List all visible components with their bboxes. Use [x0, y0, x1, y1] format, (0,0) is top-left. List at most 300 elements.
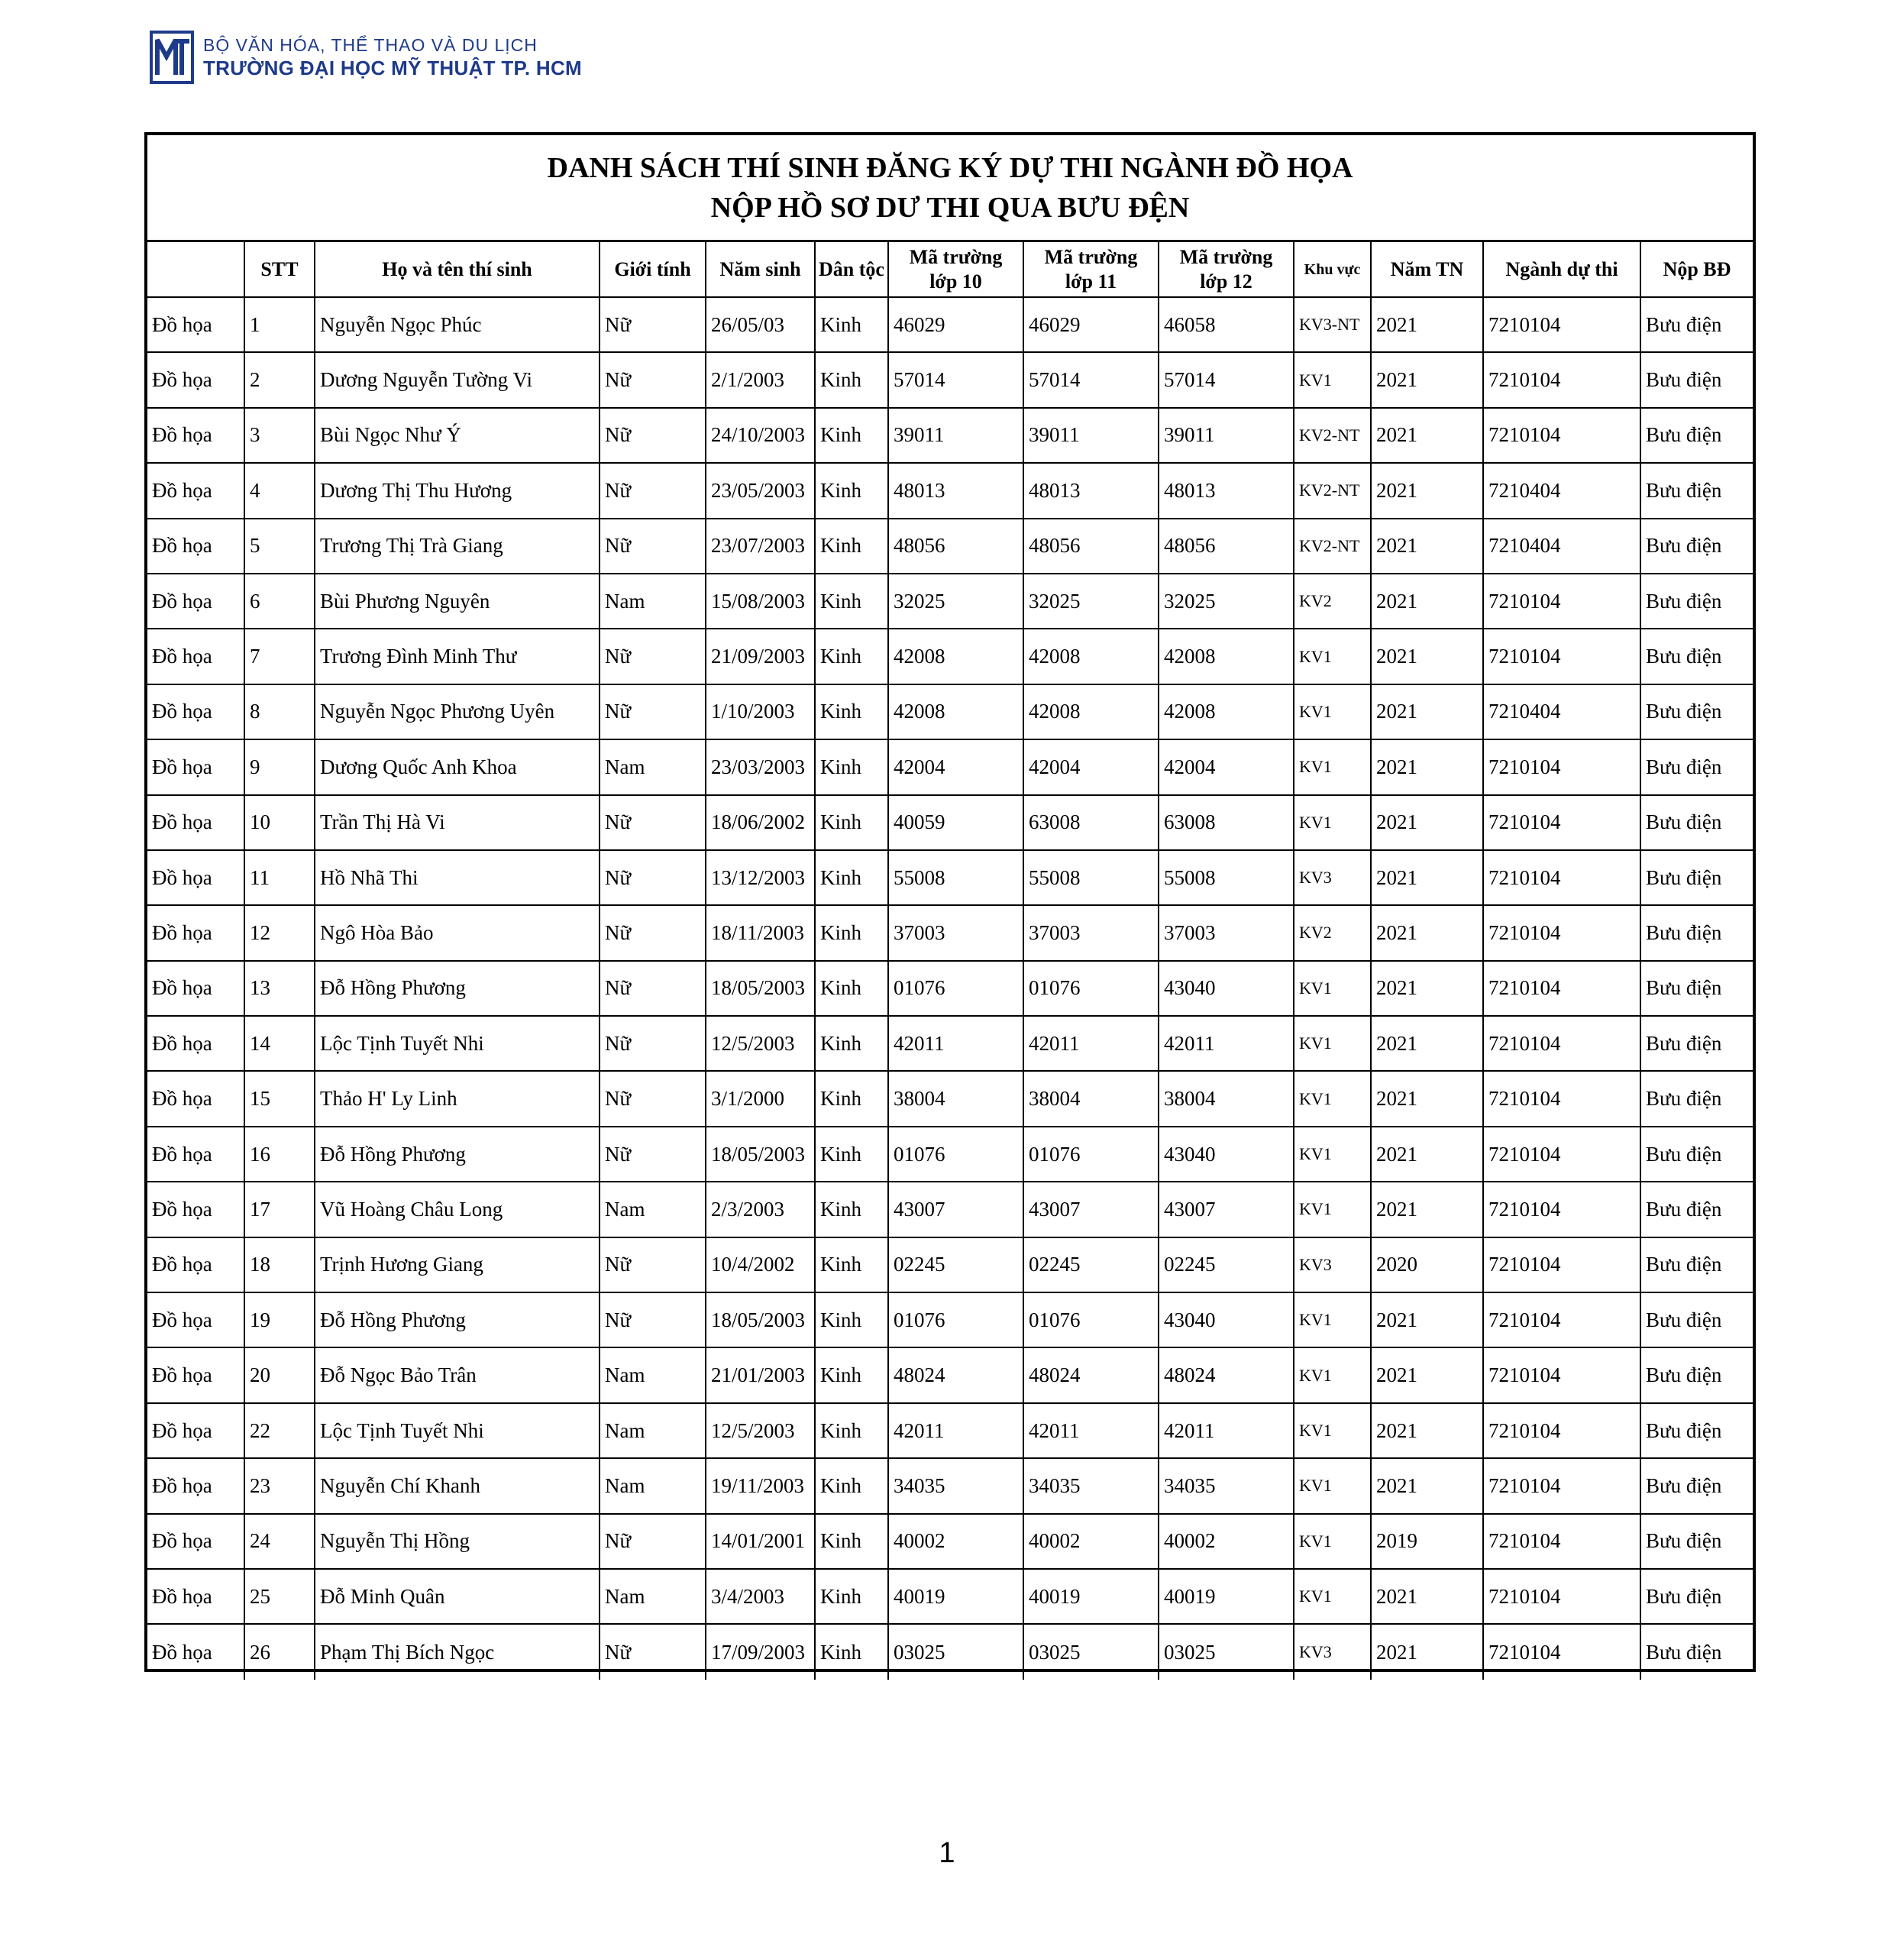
cell-ma-truong-12: 40019 [1159, 1569, 1294, 1624]
cell-khu-vuc: KV1 [1294, 1347, 1371, 1402]
cell-ma-truong-11: 43007 [1023, 1182, 1159, 1237]
cell-nganh-du-thi: 7210104 [1483, 1237, 1640, 1292]
cell-nop-bd: Bưu điện [1640, 1514, 1753, 1569]
cell-stt: 20 [244, 1347, 315, 1402]
cell-nop-bd: Bưu điện [1640, 739, 1753, 794]
cell-nganh: Đồ họa [147, 1458, 244, 1513]
cell-nganh-du-thi: 7210104 [1483, 1569, 1640, 1624]
cell-dan-toc: Kinh [815, 1624, 888, 1679]
cell-nam-sinh: 12/5/2003 [706, 1016, 815, 1071]
cell-nop-bd: Bưu điện [1640, 297, 1753, 352]
cell-ma-truong-10: 46029 [888, 297, 1023, 352]
cell-nam-tn: 2021 [1371, 574, 1483, 629]
cell-gioi-tinh: Nữ [600, 629, 706, 684]
cell-ho-ten: Dương Nguyễn Tường Vi [315, 352, 600, 407]
cell-stt: 11 [244, 850, 315, 905]
cell-stt: 15 [244, 1071, 315, 1126]
cell-ma-truong-11: 42008 [1023, 629, 1159, 684]
cell-stt: 17 [244, 1182, 315, 1237]
cell-stt: 23 [244, 1458, 315, 1513]
header-khu-vuc: Khu vực [1294, 242, 1371, 297]
cell-dan-toc: Kinh [815, 739, 888, 794]
cell-nop-bd: Bưu điện [1640, 1347, 1753, 1402]
cell-nam-tn: 2021 [1371, 850, 1483, 905]
cell-nop-bd: Bưu điện [1640, 1292, 1753, 1347]
cell-khu-vuc: KV1 [1294, 1292, 1371, 1347]
cell-khu-vuc: KV1 [1294, 1403, 1371, 1458]
cell-nam-sinh: 15/08/2003 [706, 574, 815, 629]
header-nop-bd: Nộp BĐ [1640, 242, 1753, 297]
cell-gioi-tinh: Nam [600, 1403, 706, 1458]
cell-nganh: Đồ họa [147, 1514, 244, 1569]
cell-ma-truong-12: 42011 [1159, 1403, 1294, 1458]
cell-khu-vuc: KV1 [1294, 684, 1371, 739]
cell-nam-tn: 2021 [1371, 795, 1483, 850]
cell-khu-vuc: KV1 [1294, 1071, 1371, 1126]
cell-ho-ten: Trịnh Hương Giang [315, 1237, 600, 1292]
cell-ma-truong-10: 42008 [888, 684, 1023, 739]
cell-nam-sinh: 3/4/2003 [706, 1569, 815, 1624]
cell-ho-ten: Ngô Hòa Bảo [315, 905, 600, 960]
cell-ma-truong-11: 48024 [1023, 1347, 1159, 1402]
cell-nganh-du-thi: 7210104 [1483, 795, 1640, 850]
cell-nganh-du-thi: 7210404 [1483, 684, 1640, 739]
cell-ma-truong-10: 48024 [888, 1347, 1023, 1402]
page-number: 1 [939, 1837, 955, 1869]
cell-nop-bd: Bưu điện [1640, 1624, 1753, 1679]
cell-nganh-du-thi: 7210104 [1483, 1182, 1640, 1237]
cell-stt: 14 [244, 1016, 315, 1071]
cell-ma-truong-11: 03025 [1023, 1624, 1159, 1679]
cell-stt: 4 [244, 463, 315, 518]
cell-ho-ten: Trần Thị Hà Vi [315, 795, 600, 850]
cell-ma-truong-12: 42008 [1159, 629, 1294, 684]
cell-dan-toc: Kinh [815, 463, 888, 518]
cell-nganh-du-thi: 7210404 [1483, 463, 1640, 518]
cell-ma-truong-10: 32025 [888, 574, 1023, 629]
header-nganh-du-thi: Ngành dự thi [1483, 242, 1640, 297]
cell-ma-truong-11: 37003 [1023, 905, 1159, 960]
cell-ma-truong-12: 43040 [1159, 1292, 1294, 1347]
cell-ho-ten: Đỗ Hồng Phương [315, 1127, 600, 1182]
cell-nam-sinh: 14/01/2001 [706, 1514, 815, 1569]
cell-khu-vuc: KV2-NT [1294, 408, 1371, 463]
header-nganh [147, 242, 244, 297]
cell-ma-truong-12: 42004 [1159, 739, 1294, 794]
cell-khu-vuc: KV3-NT [1294, 297, 1371, 352]
cell-ho-ten: Lộc Tịnh Tuyết Nhi [315, 1403, 600, 1458]
cell-nam-tn: 2021 [1371, 684, 1483, 739]
cell-dan-toc: Kinh [815, 352, 888, 407]
cell-stt: 26 [244, 1624, 315, 1679]
cell-ma-truong-10: 02245 [888, 1237, 1023, 1292]
cell-dan-toc: Kinh [815, 1127, 888, 1182]
cell-nganh: Đồ họa [147, 574, 244, 629]
cell-khu-vuc: KV2-NT [1294, 519, 1371, 574]
cell-ho-ten: Dương Thị Thu Hương [315, 463, 600, 518]
header-ma-truong-10 [888, 242, 1023, 297]
cell-ma-truong-10: 43007 [888, 1182, 1023, 1237]
cell-khu-vuc: KV1 [1294, 795, 1371, 850]
table-row [147, 574, 1753, 629]
cell-stt: 3 [244, 408, 315, 463]
cell-ho-ten: Đỗ Minh Quân [315, 1569, 600, 1624]
cell-ma-truong-12: 48056 [1159, 519, 1294, 574]
header-stt: STT [244, 242, 315, 297]
cell-gioi-tinh: Nữ [600, 519, 706, 574]
cell-khu-vuc: KV2-NT [1294, 463, 1371, 518]
cell-stt: 1 [244, 297, 315, 352]
cell-nam-tn: 2021 [1371, 1403, 1483, 1458]
cell-ma-truong-12: 40002 [1159, 1514, 1294, 1569]
cell-ma-truong-11: 55008 [1023, 850, 1159, 905]
table-row [147, 1292, 1753, 1347]
cell-stt: 2 [244, 352, 315, 407]
cell-nam-tn: 2021 [1371, 1624, 1483, 1679]
cell-gioi-tinh: Nữ [600, 408, 706, 463]
cell-ma-truong-10: 34035 [888, 1458, 1023, 1513]
cell-ma-truong-11: 57014 [1023, 352, 1159, 407]
cell-nganh: Đồ họa [147, 463, 244, 518]
cell-nganh: Đồ họa [147, 795, 244, 850]
cell-ma-truong-12: 37003 [1159, 905, 1294, 960]
cell-nam-sinh: 19/11/2003 [706, 1458, 815, 1513]
table-row [147, 1458, 1753, 1513]
cell-nganh: Đồ họa [147, 297, 244, 352]
header-ma-truong-11-line2: lớp 11 [1065, 270, 1117, 293]
cell-stt: 7 [244, 629, 315, 684]
cell-nganh-du-thi: 7210104 [1483, 739, 1640, 794]
cell-nganh-du-thi: 7210104 [1483, 1458, 1640, 1513]
cell-nop-bd: Bưu điện [1640, 1403, 1753, 1458]
header-ma-truong-12-line1: Mã trường [1179, 245, 1273, 268]
cell-gioi-tinh: Nữ [600, 905, 706, 960]
cell-ho-ten: Dương Quốc Anh Khoa [315, 739, 600, 794]
cell-gioi-tinh: Nam [600, 574, 706, 629]
title-box [147, 135, 1753, 242]
cell-ma-truong-10: 48013 [888, 463, 1023, 518]
cell-nganh: Đồ họa [147, 850, 244, 905]
cell-nganh: Đồ họa [147, 1403, 244, 1458]
cell-ma-truong-11: 01076 [1023, 1127, 1159, 1182]
cell-ho-ten: Nguyễn Ngọc Phương Uyên [315, 684, 600, 739]
cell-nam-tn: 2021 [1371, 629, 1483, 684]
cell-nop-bd: Bưu điện [1640, 961, 1753, 1016]
cell-ma-truong-12: 42011 [1159, 1016, 1294, 1071]
cell-dan-toc: Kinh [815, 1237, 888, 1292]
cell-dan-toc: Kinh [815, 629, 888, 684]
cell-khu-vuc: KV1 [1294, 352, 1371, 407]
cell-dan-toc: Kinh [815, 684, 888, 739]
cell-nganh-du-thi: 7210104 [1483, 905, 1640, 960]
cell-nganh: Đồ họa [147, 1569, 244, 1624]
cell-nam-sinh: 18/06/2002 [706, 795, 815, 850]
cell-ma-truong-10: 01076 [888, 1292, 1023, 1347]
cell-ho-ten: Đỗ Hồng Phương [315, 1292, 600, 1347]
cell-dan-toc: Kinh [815, 961, 888, 1016]
cell-stt: 19 [244, 1292, 315, 1347]
cell-gioi-tinh: Nam [600, 1458, 706, 1513]
cell-ma-truong-11: 42004 [1023, 739, 1159, 794]
cell-ma-truong-12: 39011 [1159, 408, 1294, 463]
cell-khu-vuc: KV1 [1294, 739, 1371, 794]
cell-gioi-tinh: Nữ [600, 1624, 706, 1679]
cell-gioi-tinh: Nữ [600, 297, 706, 352]
cell-ma-truong-10: 40019 [888, 1569, 1023, 1624]
cell-nop-bd: Bưu điện [1640, 1127, 1753, 1182]
table-row [147, 297, 1753, 352]
cell-nam-sinh: 1/10/2003 [706, 684, 815, 739]
cell-nganh-du-thi: 7210104 [1483, 1624, 1640, 1679]
cell-ma-truong-11: 40002 [1023, 1514, 1159, 1569]
cell-nop-bd: Bưu điện [1640, 1458, 1753, 1513]
cell-ma-truong-11: 48013 [1023, 463, 1159, 518]
cell-nam-sinh: 24/10/2003 [706, 408, 815, 463]
table-body [147, 297, 1753, 1680]
cell-nganh: Đồ họa [147, 684, 244, 739]
cell-ma-truong-11: 01076 [1023, 961, 1159, 1016]
cell-ho-ten: Trương Đình Minh Thư [315, 629, 600, 684]
cell-nganh-du-thi: 7210104 [1483, 1514, 1640, 1569]
cell-nam-sinh: 10/4/2002 [706, 1237, 815, 1292]
cell-stt: 16 [244, 1127, 315, 1182]
cell-nop-bd: Bưu điện [1640, 1016, 1753, 1071]
table-row [147, 1624, 1753, 1679]
cell-gioi-tinh: Nữ [600, 1237, 706, 1292]
cell-ho-ten: Trương Thị Trà Giang [315, 519, 600, 574]
cell-ma-truong-12: 03025 [1159, 1624, 1294, 1679]
cell-nam-sinh: 12/5/2003 [706, 1403, 815, 1458]
cell-ma-truong-10: 42011 [888, 1403, 1023, 1458]
cell-ma-truong-11: 34035 [1023, 1458, 1159, 1513]
cell-khu-vuc: KV1 [1294, 629, 1371, 684]
cell-nganh: Đồ họa [147, 1237, 244, 1292]
table-row [147, 961, 1753, 1016]
cell-ma-truong-10: 40002 [888, 1514, 1023, 1569]
cell-ma-truong-11: 39011 [1023, 408, 1159, 463]
cell-ma-truong-12: 43040 [1159, 961, 1294, 1016]
cell-khu-vuc: KV1 [1294, 1016, 1371, 1071]
cell-nop-bd: Bưu điện [1640, 795, 1753, 850]
cell-nop-bd: Bưu điện [1640, 574, 1753, 629]
cell-ma-truong-11: 42011 [1023, 1016, 1159, 1071]
cell-ho-ten: Bùi Phương Nguyên [315, 574, 600, 629]
cell-khu-vuc: KV1 [1294, 1127, 1371, 1182]
cell-nop-bd: Bưu điện [1640, 1237, 1753, 1292]
table-row [147, 1569, 1753, 1624]
table-row [147, 408, 1753, 463]
cell-gioi-tinh: Nữ [600, 684, 706, 739]
cell-ma-truong-12: 34035 [1159, 1458, 1294, 1513]
cell-ma-truong-11: 46029 [1023, 297, 1159, 352]
cell-ma-truong-11: 42011 [1023, 1403, 1159, 1458]
cell-gioi-tinh: Nữ [600, 1292, 706, 1347]
cell-ma-truong-10: 37003 [888, 905, 1023, 960]
table-row [147, 463, 1753, 518]
cell-gioi-tinh: Nữ [600, 1127, 706, 1182]
cell-nganh: Đồ họa [147, 739, 244, 794]
table-row [147, 1016, 1753, 1071]
cell-dan-toc: Kinh [815, 519, 888, 574]
cell-nam-sinh: 26/05/03 [706, 297, 815, 352]
table-row [147, 739, 1753, 794]
cell-ma-truong-10: 48056 [888, 519, 1023, 574]
cell-ma-truong-11: 32025 [1023, 574, 1159, 629]
cell-nganh: Đồ họa [147, 352, 244, 407]
ministry-name: BỘ VĂN HÓA, THỂ THAO VÀ DU LỊCH [203, 35, 538, 55]
table-row [147, 1182, 1753, 1237]
candidate-table [147, 242, 1753, 1680]
table-row [147, 684, 1753, 739]
cell-nganh: Đồ họa [147, 1182, 244, 1237]
cell-nganh-du-thi: 7210104 [1483, 1016, 1640, 1071]
cell-nganh: Đồ họa [147, 1624, 244, 1679]
cell-nam-sinh: 13/12/2003 [706, 850, 815, 905]
cell-gioi-tinh: Nữ [600, 1016, 706, 1071]
cell-dan-toc: Kinh [815, 574, 888, 629]
cell-dan-toc: Kinh [815, 408, 888, 463]
cell-ma-truong-12: 38004 [1159, 1071, 1294, 1126]
cell-nganh-du-thi: 7210104 [1483, 1127, 1640, 1182]
cell-ho-ten: Thảo H' Ly Linh [315, 1071, 600, 1126]
table-row [147, 1127, 1753, 1182]
cell-ho-ten: Đỗ Ngọc Bảo Trân [315, 1347, 600, 1402]
cell-nop-bd: Bưu điện [1640, 352, 1753, 407]
cell-gioi-tinh: Nữ [600, 1071, 706, 1126]
table-row [147, 905, 1753, 960]
cell-gioi-tinh: Nữ [600, 352, 706, 407]
cell-nganh-du-thi: 7210104 [1483, 850, 1640, 905]
table-row [147, 850, 1753, 905]
cell-dan-toc: Kinh [815, 850, 888, 905]
cell-nam-tn: 2021 [1371, 905, 1483, 960]
cell-nam-tn: 2020 [1371, 1237, 1483, 1292]
cell-ma-truong-10: 01076 [888, 961, 1023, 1016]
table-row [147, 1403, 1753, 1458]
cell-nam-tn: 2021 [1371, 519, 1483, 574]
cell-nganh: Đồ họa [147, 961, 244, 1016]
header-ma-truong-11-line1: Mã trường [1044, 245, 1138, 268]
header-dan-toc: Dân tộc [815, 242, 888, 297]
cell-gioi-tinh: Nữ [600, 795, 706, 850]
table-row [147, 1071, 1753, 1126]
cell-ma-truong-12: 48013 [1159, 463, 1294, 518]
cell-nop-bd: Bưu điện [1640, 408, 1753, 463]
cell-stt: 13 [244, 961, 315, 1016]
cell-dan-toc: Kinh [815, 1016, 888, 1071]
cell-nam-sinh: 21/01/2003 [706, 1347, 815, 1402]
cell-dan-toc: Kinh [815, 1569, 888, 1624]
header-ho-ten: Họ và tên thí sinh [315, 242, 600, 297]
cell-ma-truong-12: 02245 [1159, 1237, 1294, 1292]
cell-ma-truong-12: 46058 [1159, 297, 1294, 352]
cell-stt: 9 [244, 739, 315, 794]
cell-nam-sinh: 23/03/2003 [706, 739, 815, 794]
cell-gioi-tinh: Nam [600, 739, 706, 794]
cell-nganh-du-thi: 7210104 [1483, 574, 1640, 629]
cell-nop-bd: Bưu điện [1640, 519, 1753, 574]
cell-gioi-tinh: Nữ [600, 850, 706, 905]
cell-stt: 25 [244, 1569, 315, 1624]
cell-nam-tn: 2021 [1371, 1071, 1483, 1126]
cell-nganh: Đồ họa [147, 1127, 244, 1182]
cell-khu-vuc: KV2 [1294, 574, 1371, 629]
cell-khu-vuc: KV2 [1294, 905, 1371, 960]
cell-nganh-du-thi: 7210104 [1483, 629, 1640, 684]
cell-khu-vuc: KV3 [1294, 1237, 1371, 1292]
cell-ma-truong-10: 39011 [888, 408, 1023, 463]
cell-ma-truong-10: 42008 [888, 629, 1023, 684]
cell-ma-truong-10: 38004 [888, 1071, 1023, 1126]
cell-nam-tn: 2021 [1371, 739, 1483, 794]
cell-ma-truong-11: 02245 [1023, 1237, 1159, 1292]
cell-stt: 10 [244, 795, 315, 850]
cell-ma-truong-12: 32025 [1159, 574, 1294, 629]
cell-nganh: Đồ họa [147, 1292, 244, 1347]
cell-dan-toc: Kinh [815, 1514, 888, 1569]
cell-nam-sinh: 21/09/2003 [706, 629, 815, 684]
mt-monogram-icon [150, 31, 194, 84]
cell-ma-truong-10: 42011 [888, 1016, 1023, 1071]
cell-nganh-du-thi: 7210104 [1483, 1071, 1640, 1126]
cell-ma-truong-12: 43007 [1159, 1182, 1294, 1237]
header-ma-truong-10-line2: lớp 10 [929, 270, 982, 293]
cell-gioi-tinh: Nam [600, 1347, 706, 1402]
cell-nop-bd: Bưu điện [1640, 1569, 1753, 1624]
cell-khu-vuc: KV1 [1294, 1182, 1371, 1237]
cell-ho-ten: Nguyễn Ngọc Phúc [315, 297, 600, 352]
cell-nganh: Đồ họa [147, 1016, 244, 1071]
cell-dan-toc: Kinh [815, 1347, 888, 1402]
cell-ma-truong-10: 57014 [888, 352, 1023, 407]
cell-stt: 8 [244, 684, 315, 739]
table-row [147, 795, 1753, 850]
cell-nam-sinh: 18/05/2003 [706, 961, 815, 1016]
cell-ma-truong-12: 48024 [1159, 1347, 1294, 1402]
cell-nganh: Đồ họa [147, 629, 244, 684]
cell-ho-ten: Nguyễn Chí Khanh [315, 1458, 600, 1513]
cell-nam-tn: 2021 [1371, 408, 1483, 463]
cell-nganh-du-thi: 7210104 [1483, 408, 1640, 463]
table-row [147, 1514, 1753, 1569]
cell-gioi-tinh: Nữ [600, 463, 706, 518]
table-row [147, 629, 1753, 684]
header-ma-truong-12-line2: lớp 12 [1200, 270, 1252, 293]
cell-nganh-du-thi: 7210104 [1483, 1403, 1640, 1458]
cell-nam-sinh: 2/1/2003 [706, 352, 815, 407]
cell-stt: 6 [244, 574, 315, 629]
table-header-row [147, 242, 1753, 297]
table-row [147, 519, 1753, 574]
cell-nam-tn: 2019 [1371, 1514, 1483, 1569]
cell-ma-truong-12: 63008 [1159, 795, 1294, 850]
cell-ma-truong-10: 42004 [888, 739, 1023, 794]
cell-nam-sinh: 23/05/2003 [706, 463, 815, 518]
cell-dan-toc: Kinh [815, 905, 888, 960]
cell-nam-tn: 2021 [1371, 352, 1483, 407]
cell-nop-bd: Bưu điện [1640, 850, 1753, 905]
cell-gioi-tinh: Nữ [600, 961, 706, 1016]
header-logo [150, 29, 582, 86]
cell-nam-tn: 2021 [1371, 1569, 1483, 1624]
cell-stt: 24 [244, 1514, 315, 1569]
cell-gioi-tinh: Nam [600, 1569, 706, 1624]
cell-ma-truong-10: 01076 [888, 1127, 1023, 1182]
table-row [147, 352, 1753, 407]
cell-ma-truong-11: 42008 [1023, 684, 1159, 739]
cell-nganh: Đồ họa [147, 1071, 244, 1126]
cell-dan-toc: Kinh [815, 1292, 888, 1347]
